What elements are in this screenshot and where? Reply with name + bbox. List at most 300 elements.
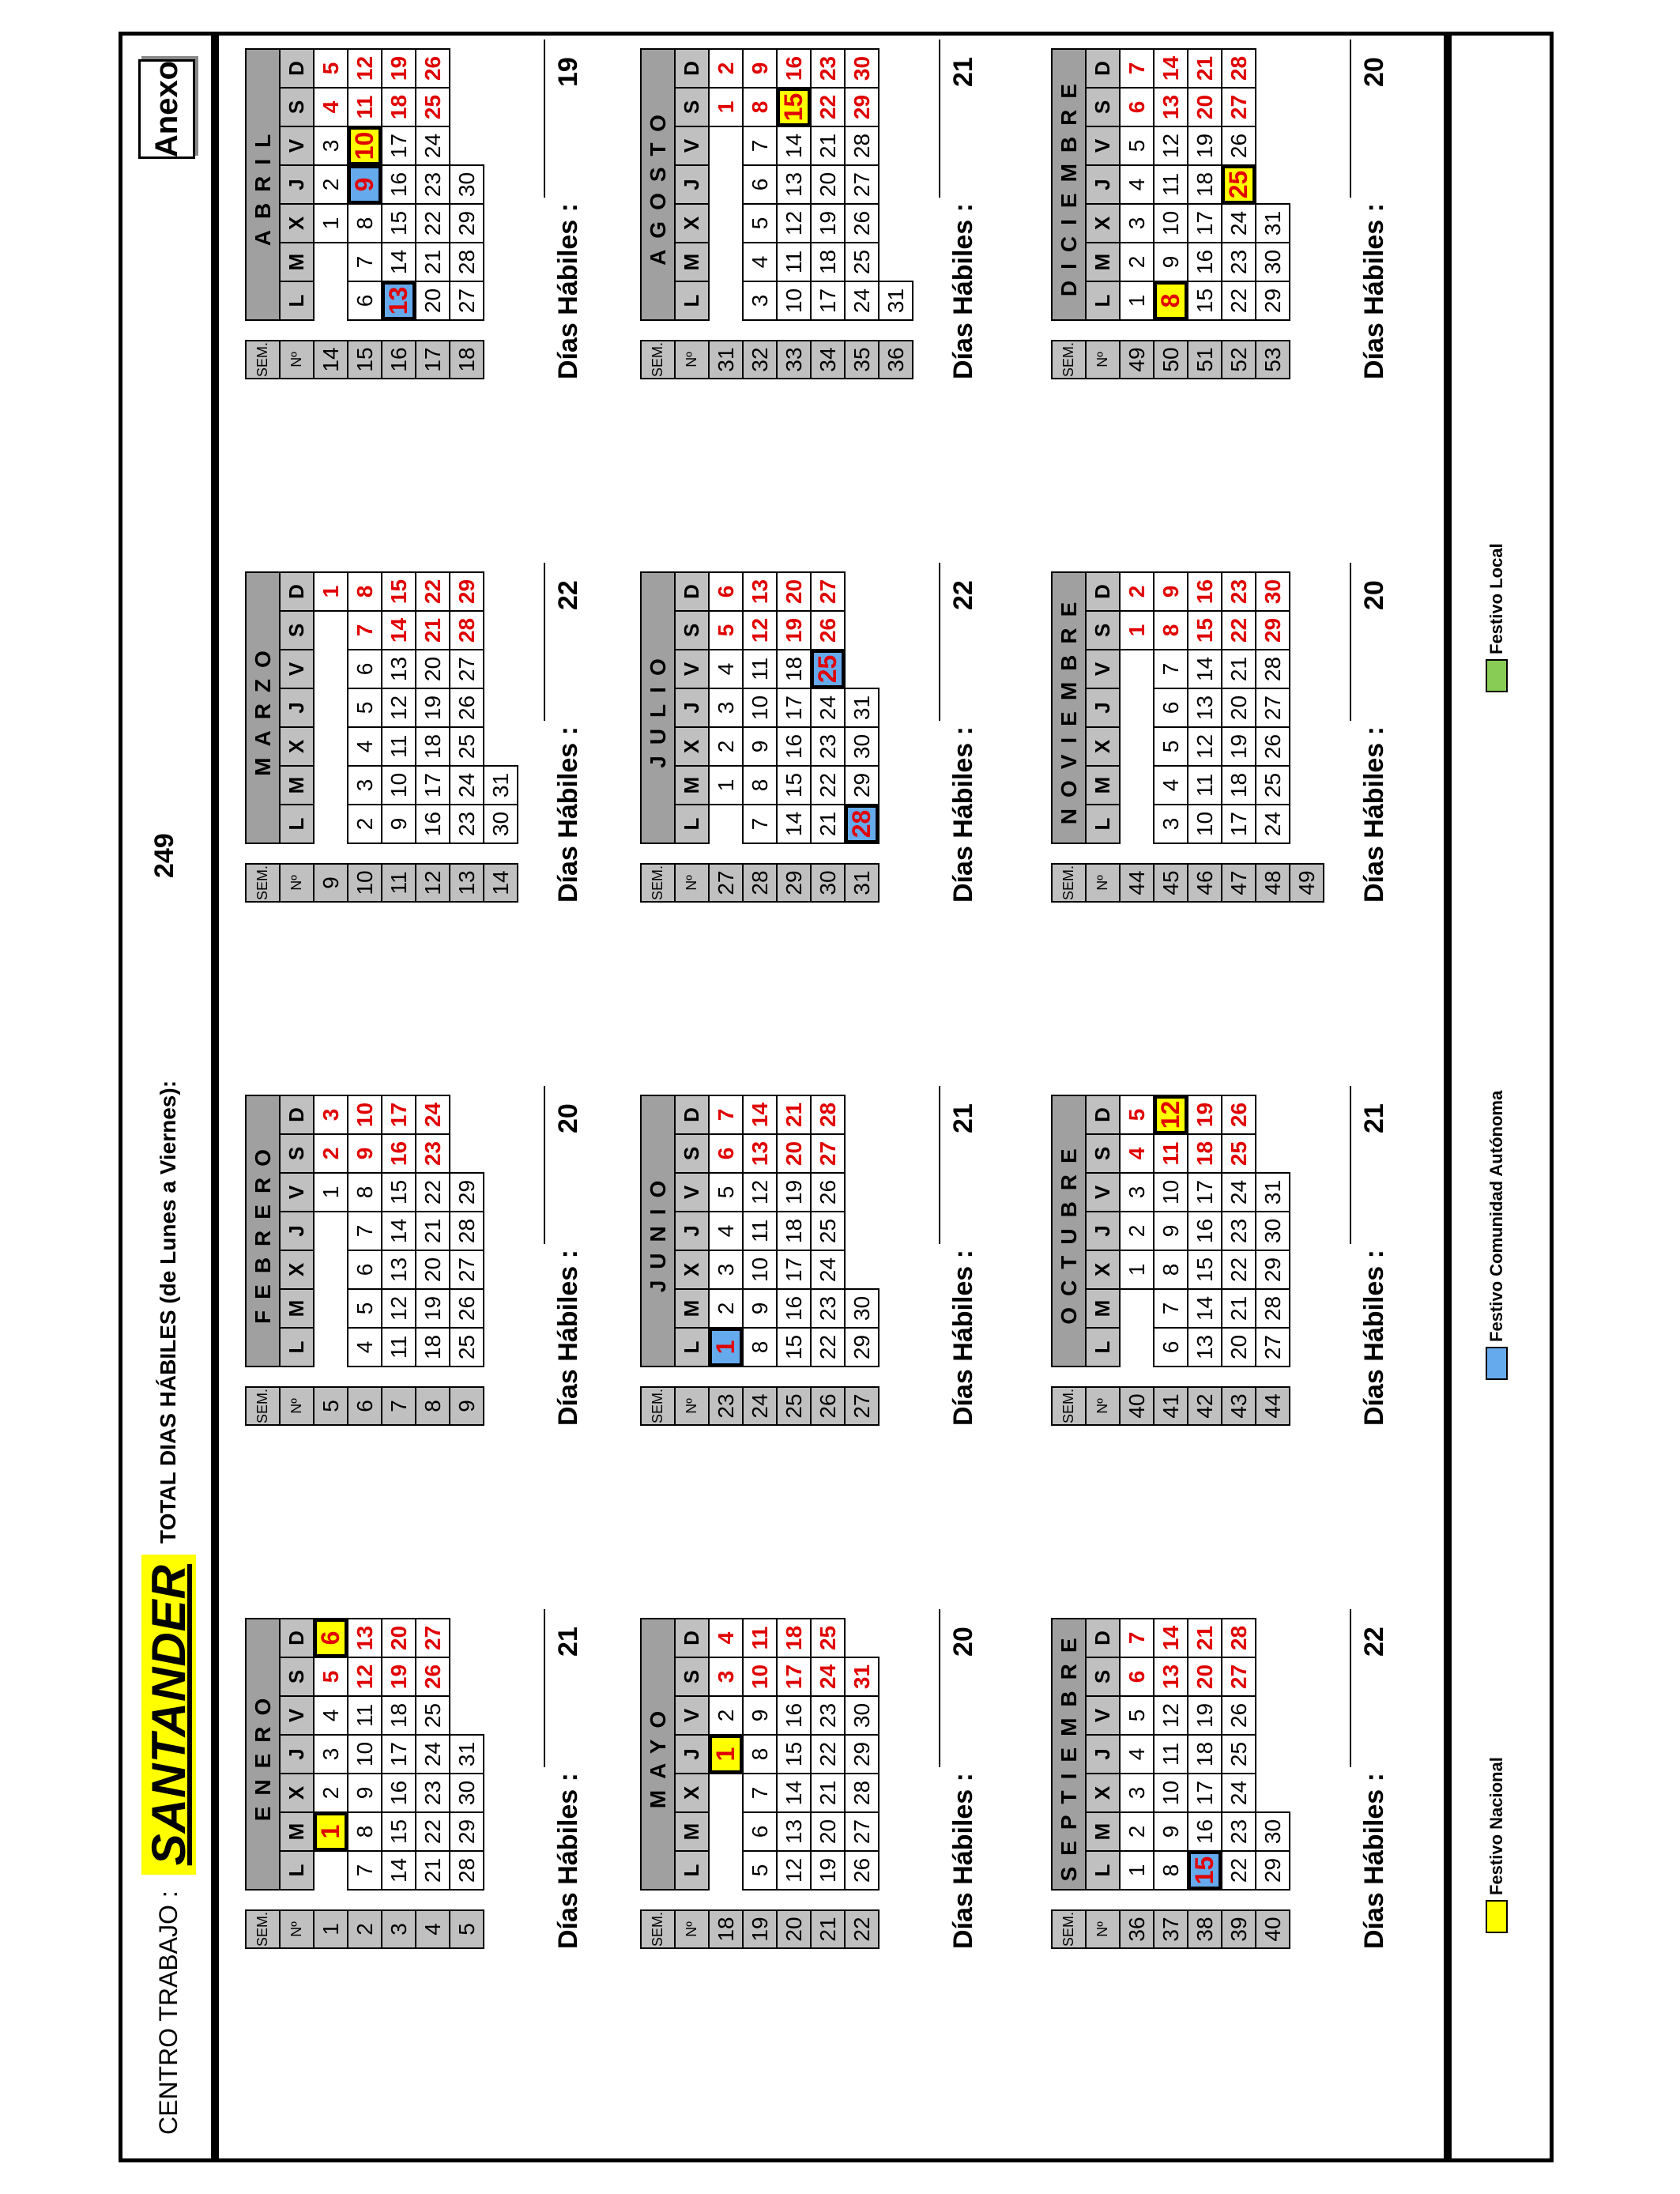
weekday-header: X [280, 204, 314, 243]
day-cell: 5 [1120, 1095, 1154, 1134]
sem-header: SEM. [1052, 1387, 1086, 1425]
weekday-header: D [280, 572, 314, 611]
spacer [1052, 320, 1086, 341]
day-cell: 24 [845, 281, 879, 320]
day-cell: 11 [743, 1212, 777, 1250]
day-cell: 9 [348, 1134, 382, 1173]
day-cell: 25 [416, 88, 450, 126]
spacer [743, 1367, 777, 1387]
spacer [675, 843, 709, 864]
day-cell: 23 [416, 1774, 450, 1812]
day-cell: 17 [777, 1250, 811, 1289]
weekday-header: V [280, 1696, 314, 1735]
empty-cell [1290, 611, 1324, 650]
spacer [641, 1367, 675, 1387]
day-cell: 21 [811, 1774, 845, 1812]
day-cell: 30 [484, 805, 518, 843]
dias-habiles-label: Días Hábiles : [948, 726, 978, 903]
dias-habiles-rule [1350, 1609, 1351, 1767]
day-cell: 15 [777, 766, 811, 805]
day-cell: 19 [811, 1851, 845, 1890]
day-cell: 13 [777, 1812, 811, 1851]
week-number: 23 [709, 1387, 743, 1425]
day-cell: 18 [777, 1619, 811, 1657]
day-cell: 5 [1120, 126, 1154, 165]
day-cell: 20 [382, 1619, 416, 1657]
day-cell-festivo-nacional: 12 [1154, 1095, 1188, 1134]
weekday-header: S [1086, 611, 1120, 650]
weekday-header: X [280, 1250, 314, 1289]
day-cell: 12 [743, 611, 777, 650]
day-cell: 7 [709, 1095, 743, 1134]
day-cell: 28 [450, 1212, 484, 1250]
month-table [640, 571, 880, 903]
month-table [640, 48, 913, 379]
spacer [675, 1367, 709, 1387]
day-cell: 1 [709, 766, 743, 805]
month-name: JULIO [641, 572, 675, 843]
week-number: 2 [348, 1910, 382, 1948]
empty-cell [1120, 650, 1154, 688]
num-header: Nº [1086, 1910, 1120, 1948]
day-cell: 8 [743, 766, 777, 805]
day-cell: 2 [709, 727, 743, 766]
weekday-header: L [1086, 1851, 1120, 1890]
day-cell: 28 [845, 126, 879, 165]
empty-cell [879, 165, 913, 204]
weekday-header: X [675, 204, 709, 243]
week-number: 46 [1188, 864, 1222, 902]
day-cell: 24 [1222, 204, 1256, 243]
dias-habiles-value: 19 [553, 57, 583, 87]
empty-cell [314, 243, 348, 281]
day-cell-festivo-autonoma: 1 [709, 1328, 743, 1367]
weekday-header: S [675, 88, 709, 126]
day-cell: 3 [709, 688, 743, 727]
spacer [416, 1890, 450, 1910]
day-cell: 29 [450, 572, 484, 611]
day-cell: 11 [382, 1328, 416, 1367]
day-cell-festivo-autonoma: 25 [811, 650, 845, 688]
month-table [1051, 1618, 1290, 1949]
weekday-header: M [280, 1289, 314, 1328]
spacer [348, 320, 382, 341]
day-cell-festivo-autonoma: 13 [382, 281, 416, 320]
day-cell: 18 [416, 727, 450, 766]
weekday-header: J [1086, 1735, 1120, 1774]
day-cell: 20 [416, 650, 450, 688]
day-cell: 22 [416, 204, 450, 243]
day-cell: 30 [845, 1289, 879, 1328]
spacer [246, 1367, 280, 1387]
sem-header: SEM. [641, 864, 675, 902]
day-cell: 8 [348, 572, 382, 611]
spacer [777, 320, 811, 341]
day-cell: 21 [416, 1851, 450, 1890]
day-cell: 3 [709, 1250, 743, 1289]
spacer [246, 843, 280, 864]
day-cell: 11 [777, 243, 811, 281]
day-cell: 16 [1188, 243, 1222, 281]
week-number: 18 [450, 341, 484, 379]
day-cell: 15 [382, 204, 416, 243]
weekday-header: D [675, 1095, 709, 1134]
weekday-header: M [675, 1812, 709, 1851]
day-cell: 23 [450, 805, 484, 843]
day-cell: 19 [382, 49, 416, 88]
dias-habiles-rule [1350, 1086, 1351, 1244]
dias-habiles-value: 21 [553, 1627, 583, 1657]
spacer [484, 843, 518, 864]
dias-habiles-value: 20 [948, 1627, 978, 1657]
empty-cell [845, 1212, 879, 1250]
day-cell: 16 [382, 1774, 416, 1812]
day-cell: 6 [709, 1134, 743, 1173]
day-cell: 27 [1222, 1657, 1256, 1696]
dias-habiles-label: Días Hábiles : [553, 203, 583, 379]
spacer [811, 1890, 845, 1910]
day-cell: 27 [450, 281, 484, 320]
empty-cell [709, 1774, 743, 1812]
empty-cell [1290, 572, 1324, 611]
dias-habiles-rule [939, 1086, 940, 1244]
weekday-header: L [280, 1851, 314, 1890]
day-cell: 5 [743, 1851, 777, 1890]
day-cell: 26 [1222, 126, 1256, 165]
day-cell: 11 [348, 88, 382, 126]
spacer [1222, 1890, 1256, 1910]
day-cell: 17 [1188, 204, 1222, 243]
day-cell: 4 [1120, 1134, 1154, 1173]
weekday-header: L [280, 805, 314, 843]
month-name: FEBRERO [246, 1095, 280, 1367]
empty-cell [845, 572, 879, 611]
spacer [1120, 843, 1154, 864]
spacer [1256, 1890, 1290, 1910]
empty-cell [314, 1289, 348, 1328]
weekday-header: D [1086, 1619, 1120, 1657]
day-cell: 23 [811, 1696, 845, 1735]
day-cell: 7 [1120, 1619, 1154, 1657]
empty-cell [1290, 766, 1324, 805]
dias-habiles-value: 20 [1359, 57, 1389, 87]
spacer [1086, 843, 1120, 864]
day-cell: 11 [743, 650, 777, 688]
weekday-header: L [280, 1328, 314, 1367]
weekday-header: L [280, 281, 314, 320]
month-enero [245, 1618, 484, 1949]
day-cell: 6 [1120, 88, 1154, 126]
day-cell: 20 [416, 281, 450, 320]
day-cell: 13 [382, 1250, 416, 1289]
dias-habiles-label: Días Hábiles : [553, 1773, 583, 1949]
empty-cell [845, 611, 879, 650]
day-cell: 14 [777, 126, 811, 165]
spacer [1188, 843, 1222, 864]
weekday-header: D [280, 1095, 314, 1134]
num-header: Nº [280, 341, 314, 379]
day-cell: 25 [1256, 766, 1290, 805]
spacer [1120, 1367, 1154, 1387]
weekday-header: M [1086, 766, 1120, 805]
day-cell: 19 [1188, 126, 1222, 165]
spacer [1256, 1367, 1290, 1387]
day-cell: 26 [416, 1657, 450, 1696]
spacer [1086, 1367, 1120, 1387]
month-octubre [1051, 1095, 1290, 1426]
empty-cell [709, 281, 743, 320]
day-cell: 22 [416, 1173, 450, 1212]
spacer [314, 320, 348, 341]
day-cell: 28 [1256, 650, 1290, 688]
empty-cell [1290, 650, 1324, 688]
day-cell: 27 [845, 1812, 879, 1851]
empty-cell [1256, 1095, 1290, 1134]
dias-habiles-rule [939, 40, 940, 198]
weekday-header: D [675, 1619, 709, 1657]
day-cell-festivo-nacional: 15 [777, 88, 811, 126]
day-cell: 14 [777, 805, 811, 843]
day-cell: 2 [709, 1696, 743, 1735]
legend-label-autonoma: Festivo Comunidad Autónoma [1486, 1090, 1506, 1342]
day-cell: 8 [1154, 1851, 1188, 1890]
day-cell: 7 [348, 243, 382, 281]
day-cell: 26 [1222, 1696, 1256, 1735]
day-cell: 20 [1222, 688, 1256, 727]
month-table [1051, 1095, 1290, 1426]
weekday-header: S [280, 611, 314, 650]
week-number: 6 [348, 1387, 382, 1425]
empty-cell [1120, 1289, 1154, 1328]
centro-label: CENTRO TRABAJO : [153, 1891, 183, 2135]
day-cell: 14 [1154, 49, 1188, 88]
month-diciembre [1051, 48, 1290, 379]
day-cell: 17 [1188, 1774, 1222, 1812]
day-cell: 11 [1154, 1134, 1188, 1173]
day-cell: 7 [348, 611, 382, 650]
day-cell: 24 [450, 766, 484, 805]
spacer [246, 320, 280, 341]
empty-cell [314, 281, 348, 320]
empty-cell [1256, 1657, 1290, 1696]
header-row [137, 1080, 200, 2135]
day-cell-festivo-nacional: 1 [709, 1735, 743, 1774]
day-cell: 1 [314, 1173, 348, 1212]
day-cell: 27 [1256, 1328, 1290, 1367]
day-cell: 10 [743, 688, 777, 727]
day-cell: 23 [1222, 572, 1256, 611]
num-header: Nº [675, 864, 709, 902]
day-cell: 10 [382, 766, 416, 805]
day-cell: 1 [1120, 611, 1154, 650]
day-cell: 12 [743, 1173, 777, 1212]
empty-cell [709, 165, 743, 204]
weekday-header: M [1086, 1289, 1120, 1328]
day-cell: 29 [1256, 611, 1290, 650]
dias-habiles-rule [544, 1609, 545, 1767]
spacer [675, 1890, 709, 1910]
month-julio [640, 571, 880, 903]
weekday-header: X [280, 1774, 314, 1812]
empty-cell [450, 1134, 484, 1173]
day-cell: 11 [1188, 766, 1222, 805]
dias-habiles-value: 20 [553, 1103, 583, 1133]
dias-habiles-label: Días Hábiles : [948, 1773, 978, 1949]
month-table [1051, 48, 1290, 379]
day-cell: 2 [1120, 243, 1154, 281]
day-cell: 21 [811, 126, 845, 165]
day-cell: 2 [1120, 572, 1154, 611]
day-cell: 16 [1188, 572, 1222, 611]
day-cell: 19 [416, 1289, 450, 1328]
week-number: 17 [416, 341, 450, 379]
day-cell: 9 [743, 49, 777, 88]
spacer [709, 1367, 743, 1387]
day-cell: 21 [777, 1095, 811, 1134]
day-cell-festivo-nacional: 8 [1154, 281, 1188, 320]
month-name: OCTUBRE [1052, 1095, 1086, 1367]
day-cell: 5 [709, 611, 743, 650]
empty-cell [1256, 1619, 1290, 1657]
legend-label-local: Festivo Local [1486, 543, 1506, 654]
weekday-header: M [675, 766, 709, 805]
week-number: 39 [1222, 1910, 1256, 1948]
week-number: 51 [1188, 341, 1222, 379]
day-cell-festivo-nacional: 1 [314, 1812, 348, 1851]
sem-header: SEM. [246, 1910, 280, 1948]
day-cell: 6 [709, 572, 743, 611]
spacer [280, 843, 314, 864]
day-cell: 28 [450, 1851, 484, 1890]
week-number: 5 [450, 1910, 484, 1948]
day-cell: 10 [1154, 204, 1188, 243]
week-number: 4 [416, 1910, 450, 1948]
empty-cell [1290, 727, 1324, 766]
spacer [811, 843, 845, 864]
day-cell: 9 [348, 1774, 382, 1812]
spacer [280, 1367, 314, 1387]
day-cell: 24 [416, 1095, 450, 1134]
spacer [743, 1890, 777, 1910]
empty-cell [314, 727, 348, 766]
empty-cell [879, 126, 913, 165]
day-cell: 15 [382, 1173, 416, 1212]
dias-habiles-label: Días Hábiles : [948, 1250, 978, 1426]
day-cell: 11 [382, 727, 416, 766]
month-name: AGOSTO [641, 49, 675, 320]
day-cell: 15 [777, 1735, 811, 1774]
day-cell: 1 [709, 88, 743, 126]
weekday-header: D [280, 49, 314, 88]
day-cell: 9 [1154, 572, 1188, 611]
month-name: MAYO [641, 1619, 675, 1890]
empty-cell [484, 611, 518, 650]
legend-label-nacional: Festivo Nacional [1486, 1757, 1506, 1895]
week-number: 26 [811, 1387, 845, 1425]
sem-header: SEM. [246, 1387, 280, 1425]
weekday-header: X [1086, 1250, 1120, 1289]
weekday-header: X [1086, 204, 1120, 243]
spacer [416, 1367, 450, 1387]
spacer [709, 1890, 743, 1910]
num-header: Nº [675, 1387, 709, 1425]
spacer [416, 320, 450, 341]
day-cell: 11 [743, 1619, 777, 1657]
spacer [709, 843, 743, 864]
day-cell: 6 [348, 1250, 382, 1289]
empty-cell [450, 1657, 484, 1696]
month-mayo [640, 1618, 880, 1949]
weekday-header: S [675, 1134, 709, 1173]
day-cell: 29 [1256, 1250, 1290, 1289]
weekday-header: V [675, 1696, 709, 1735]
day-cell: 19 [1188, 1696, 1222, 1735]
day-cell: 29 [845, 766, 879, 805]
day-cell: 13 [1188, 1328, 1222, 1367]
day-cell: 18 [777, 1212, 811, 1250]
month-junio [640, 1095, 880, 1426]
weekday-header: D [675, 572, 709, 611]
spacer [1154, 843, 1188, 864]
empty-cell [879, 88, 913, 126]
empty-cell [450, 49, 484, 88]
day-cell: 6 [1154, 688, 1188, 727]
legend-swatch-autonoma [1486, 1347, 1508, 1380]
day-cell: 10 [1154, 1173, 1188, 1212]
day-cell: 24 [811, 1657, 845, 1696]
day-cell: 28 [450, 243, 484, 281]
day-cell: 10 [777, 281, 811, 320]
day-cell: 29 [450, 1173, 484, 1212]
day-cell: 3 [1120, 1774, 1154, 1812]
day-cell: 4 [1120, 165, 1154, 204]
spacer [845, 320, 879, 341]
day-cell: 15 [1188, 281, 1222, 320]
weekday-header: D [280, 1619, 314, 1657]
spacer [1154, 1367, 1188, 1387]
spacer [845, 1890, 879, 1910]
empty-cell [709, 1851, 743, 1890]
empty-cell [314, 805, 348, 843]
spacer [1052, 1890, 1086, 1910]
day-cell: 30 [845, 1696, 879, 1735]
day-cell: 16 [382, 1134, 416, 1173]
sem-header: SEM. [641, 341, 675, 379]
day-cell: 21 [811, 805, 845, 843]
week-number: 45 [1154, 864, 1188, 902]
day-cell: 28 [1256, 1289, 1290, 1328]
week-number: 27 [845, 1387, 879, 1425]
day-cell: 21 [1188, 1619, 1222, 1657]
day-cell: 8 [348, 204, 382, 243]
weekday-header: J [1086, 1212, 1120, 1250]
spacer [1290, 843, 1324, 864]
spacer [811, 1367, 845, 1387]
spacer [845, 843, 879, 864]
day-cell: 31 [845, 1657, 879, 1696]
day-cell: 17 [777, 688, 811, 727]
day-cell: 24 [416, 1735, 450, 1774]
empty-cell [1290, 688, 1324, 727]
day-cell: 7 [743, 1774, 777, 1812]
day-cell: 3 [743, 281, 777, 320]
day-cell: 22 [1222, 281, 1256, 320]
sem-header: SEM. [1052, 1910, 1086, 1948]
spacer [777, 1890, 811, 1910]
day-cell: 17 [416, 766, 450, 805]
day-cell: 2 [1120, 1212, 1154, 1250]
day-cell: 18 [1188, 165, 1222, 204]
